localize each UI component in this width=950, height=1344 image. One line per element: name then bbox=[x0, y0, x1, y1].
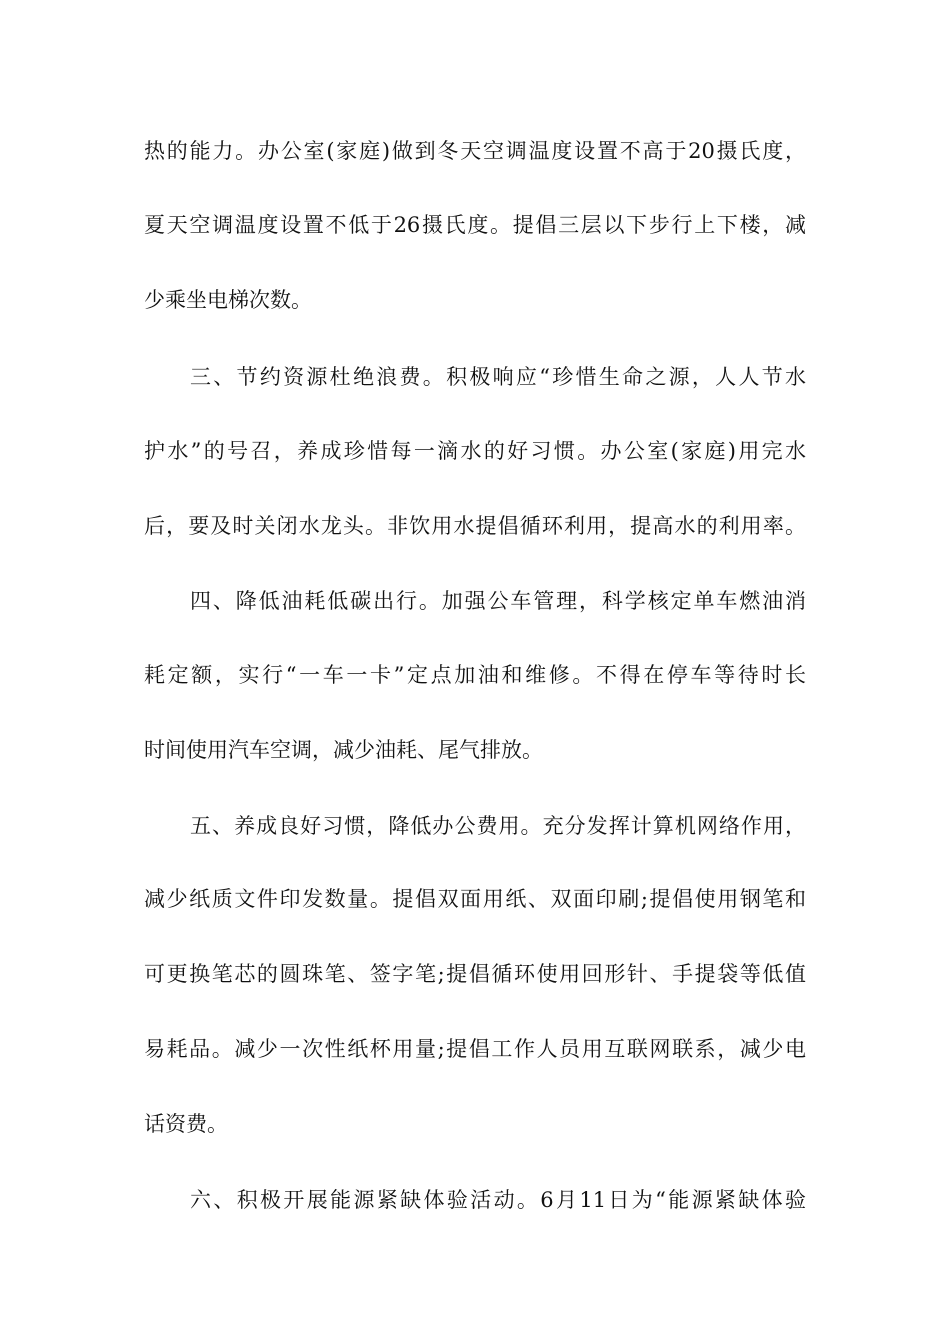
text-line: 话资费。 bbox=[144, 1112, 228, 1136]
text-line: 五、养成良好习惯，降低办公费用。充分发挥计算机网络作用， bbox=[190, 814, 806, 838]
text-line: 后，要及时关闭水龙头。非饮用水提倡循环利用，提高水的利用率。 bbox=[144, 514, 806, 538]
text-line: 热的能力。办公室(家庭)做到冬天空调温度设置不高于20摄氏度， bbox=[144, 139, 806, 163]
text-line: 易耗品。减少一次性纸杯用量;提倡工作人员用互联网联系，减少电 bbox=[144, 1037, 806, 1061]
text-line: 三、节约资源杜绝浪费。积极响应“珍惜生命之源，人人节水 bbox=[190, 365, 806, 389]
text-line: 六、积极开展能源紧缺体验活动。6月11日为“能源紧缺体验 bbox=[190, 1188, 806, 1212]
text-line: 四、降低油耗低碳出行。加强公车管理，科学核定单车燃油消 bbox=[190, 589, 806, 613]
text-line: 可更换笔芯的圆珠笔、签字笔;提倡循环使用回形针、手提袋等低值 bbox=[144, 962, 806, 986]
text-line: 夏天空调温度设置不低于26摄氏度。提倡三层以下步行上下楼，减 bbox=[144, 213, 806, 237]
text-line: 护水”的号召，养成珍惜每一滴水的好习惯。办公室(家庭)用完水 bbox=[144, 439, 806, 463]
text-line: 耗定额，实行“一车一卡”定点加油和维修。不得在停车等待时长 bbox=[144, 663, 806, 687]
text-line: 时间使用汽车空调，减少油耗、尾气排放。 bbox=[144, 738, 543, 762]
text-line: 减少纸质文件印发数量。提倡双面用纸、双面印刷;提倡使用钢笔和 bbox=[144, 887, 806, 911]
text-line: 少乘坐电梯次数。 bbox=[144, 288, 312, 312]
